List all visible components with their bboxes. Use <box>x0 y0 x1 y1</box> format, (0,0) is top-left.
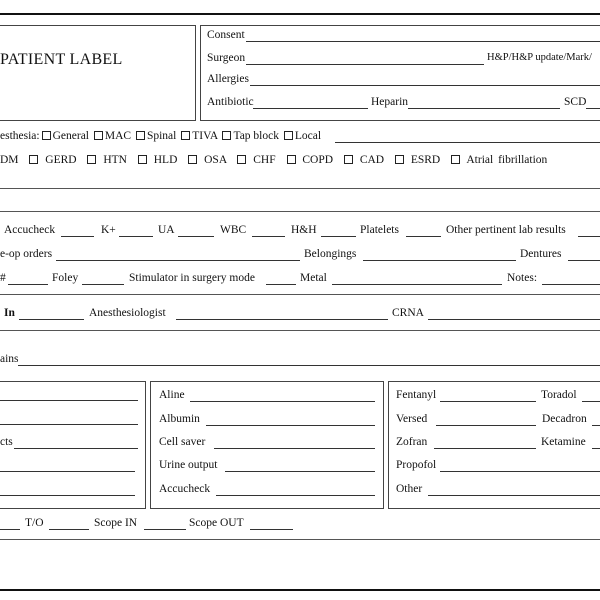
mac-checkbox[interactable] <box>94 131 103 140</box>
gerd-label: GERD <box>45 154 77 166</box>
anesthesia-other-line[interactable] <box>335 142 600 143</box>
patient-label-box <box>0 25 196 121</box>
chf-checkbox[interactable] <box>237 155 246 164</box>
anesthesiologist-label: Anesthesiologist <box>89 307 166 319</box>
divider <box>0 188 600 189</box>
other-med-label: Other <box>396 483 423 495</box>
urine-output-line[interactable] <box>225 471 375 472</box>
accucheck-line[interactable] <box>61 236 94 237</box>
htn-checkbox[interactable] <box>87 155 96 164</box>
belongings-line[interactable] <box>363 260 516 261</box>
left-cts-label: cts <box>0 436 13 448</box>
hh-line[interactable] <box>321 236 356 237</box>
toradol-label: Toradol <box>541 389 577 401</box>
aline-label: Aline <box>159 389 185 401</box>
metal-label: Metal <box>300 272 327 284</box>
consent-label: Consent <box>207 29 245 41</box>
ketamine-label: Ketamine <box>541 436 586 448</box>
tiva-checkbox[interactable] <box>181 131 190 140</box>
osa-label: OSA <box>204 154 227 166</box>
drains-line[interactable] <box>18 365 600 366</box>
to-line[interactable] <box>49 529 89 530</box>
heparin-label: Heparin <box>371 96 409 108</box>
in-line[interactable] <box>19 319 84 320</box>
platelets-label: Platelets <box>360 224 399 236</box>
surgeon-label: Surgeon <box>207 52 246 64</box>
zofran-line[interactable] <box>434 448 536 449</box>
hld-checkbox[interactable] <box>138 155 147 164</box>
preop-checklist-form <box>0 13 600 591</box>
to-label: T/O <box>25 517 44 529</box>
wbc-label: WBC <box>220 224 247 236</box>
heparin-line[interactable] <box>408 108 560 109</box>
left-line-3[interactable] <box>14 448 138 449</box>
versed-label: Versed <box>396 413 428 425</box>
afib-checkbox[interactable] <box>451 155 460 164</box>
local-checkbox[interactable] <box>284 131 293 140</box>
propofol-label: Propofol <box>396 459 437 471</box>
tiva-label: TIVA <box>192 130 218 142</box>
spinal-checkbox[interactable] <box>136 131 145 140</box>
toradol-line[interactable] <box>582 401 600 402</box>
chf-label: CHF <box>253 154 276 166</box>
hh-label: H&H <box>291 224 317 236</box>
decadron-label: Decadron <box>542 413 587 425</box>
left-line-1[interactable] <box>0 400 138 401</box>
preop-orders-line[interactable] <box>56 260 300 261</box>
stimulator-line[interactable] <box>266 284 296 285</box>
fentanyl-label: Fentanyl <box>396 389 437 401</box>
cell-saver-label: Cell saver <box>159 436 206 448</box>
scope-out-label: Scope OUT <box>189 517 244 529</box>
zofran-label: Zofran <box>396 436 428 448</box>
fentanyl-line[interactable] <box>440 401 536 402</box>
other-labs-label: Other pertinent lab results <box>446 224 566 236</box>
versed-line[interactable] <box>436 425 536 426</box>
in-label: In <box>4 307 15 319</box>
patient-label-text: PATIENT LABEL <box>0 51 123 68</box>
ketamine-line[interactable] <box>592 448 600 449</box>
surgeon-line[interactable] <box>246 64 484 65</box>
foley-label: Foley <box>52 272 79 284</box>
hp-update-label: H&P/H&P update/Mark/ <box>487 52 592 63</box>
left-line-5[interactable] <box>0 495 135 496</box>
general-checkbox[interactable] <box>42 131 51 140</box>
drains-label: ains <box>0 353 19 365</box>
belongings-label: Belongings <box>304 248 357 260</box>
platelets-line[interactable] <box>406 236 441 237</box>
middle-accucheck-line[interactable] <box>216 495 375 496</box>
copd-label: COPD <box>302 154 334 166</box>
ua-line[interactable] <box>178 236 214 237</box>
dentures-line[interactable] <box>568 260 600 261</box>
divider <box>0 294 600 295</box>
accucheck-label: Accucheck <box>4 224 56 236</box>
anesthesia-row <box>0 129 321 143</box>
spinal-label: Spinal <box>146 130 177 142</box>
notes-line[interactable] <box>542 284 600 285</box>
gerd-checkbox[interactable] <box>29 155 38 164</box>
hash-line[interactable] <box>8 284 48 285</box>
local-label: Local <box>294 130 322 142</box>
crna-line[interactable] <box>428 319 600 320</box>
htn-label: HTN <box>103 154 127 166</box>
history-row <box>0 153 547 167</box>
divider <box>0 539 600 540</box>
notes-label: Notes: <box>507 272 538 284</box>
left-line-4[interactable] <box>0 471 135 472</box>
propofol-line[interactable] <box>440 471 600 472</box>
decadron-line[interactable] <box>592 425 600 426</box>
cad-checkbox[interactable] <box>344 155 353 164</box>
urine-output-label: Urine output <box>159 459 218 471</box>
afib-label: Atrial fibrillation <box>466 154 548 166</box>
mac-label: MAC <box>104 130 132 142</box>
aline-line[interactable] <box>190 401 375 402</box>
albumin-line[interactable] <box>206 425 375 426</box>
copd-checkbox[interactable] <box>287 155 296 164</box>
k-label: K+ <box>101 224 116 236</box>
allergies-line[interactable] <box>250 85 600 86</box>
esrd-checkbox[interactable] <box>395 155 404 164</box>
foley-line[interactable] <box>82 284 124 285</box>
ua-label: UA <box>158 224 175 236</box>
k-line[interactable] <box>119 236 153 237</box>
esrd-label: ESRD <box>410 154 441 166</box>
tap-block-checkbox[interactable] <box>222 131 231 140</box>
hld-label: HLD <box>153 154 178 166</box>
anesthesia-label: esthesia: <box>0 130 40 142</box>
tap-block-label: Tap block <box>233 130 279 142</box>
osa-checkbox[interactable] <box>188 155 197 164</box>
middle-accucheck-label: Accucheck <box>159 483 211 495</box>
scope-out-line[interactable] <box>250 529 293 530</box>
antibiotic-label: Antibiotic <box>207 96 254 108</box>
other-labs-line[interactable] <box>578 236 600 237</box>
consent-line[interactable] <box>246 41 600 42</box>
metal-line[interactable] <box>332 284 502 285</box>
crna-label: CRNA <box>392 307 424 319</box>
scope-in-label: Scope IN <box>94 517 138 529</box>
allergies-label: Allergies <box>207 73 249 85</box>
anesthesiologist-line[interactable] <box>176 319 388 320</box>
wbc-line[interactable] <box>252 236 285 237</box>
albumin-label: Albumin <box>159 413 200 425</box>
other-med-line[interactable] <box>428 495 600 496</box>
preop-orders-label: e-op orders <box>0 248 53 260</box>
stimulator-label: Stimulator in surgery mode <box>129 272 255 284</box>
divider <box>0 330 600 331</box>
cell-saver-line[interactable] <box>214 448 375 449</box>
scd-label: SCD <box>564 96 587 108</box>
start-time-line[interactable] <box>0 529 20 530</box>
divider <box>0 211 600 212</box>
left-line-2[interactable] <box>0 424 138 425</box>
hash-label: # <box>0 272 6 284</box>
antibiotic-line[interactable] <box>253 108 368 109</box>
dm-label: DM <box>0 154 19 166</box>
cad-label: CAD <box>359 154 385 166</box>
scd-line[interactable] <box>586 108 600 109</box>
dentures-label: Dentures <box>520 248 562 260</box>
scope-in-line[interactable] <box>144 529 186 530</box>
general-label: General <box>52 130 90 142</box>
